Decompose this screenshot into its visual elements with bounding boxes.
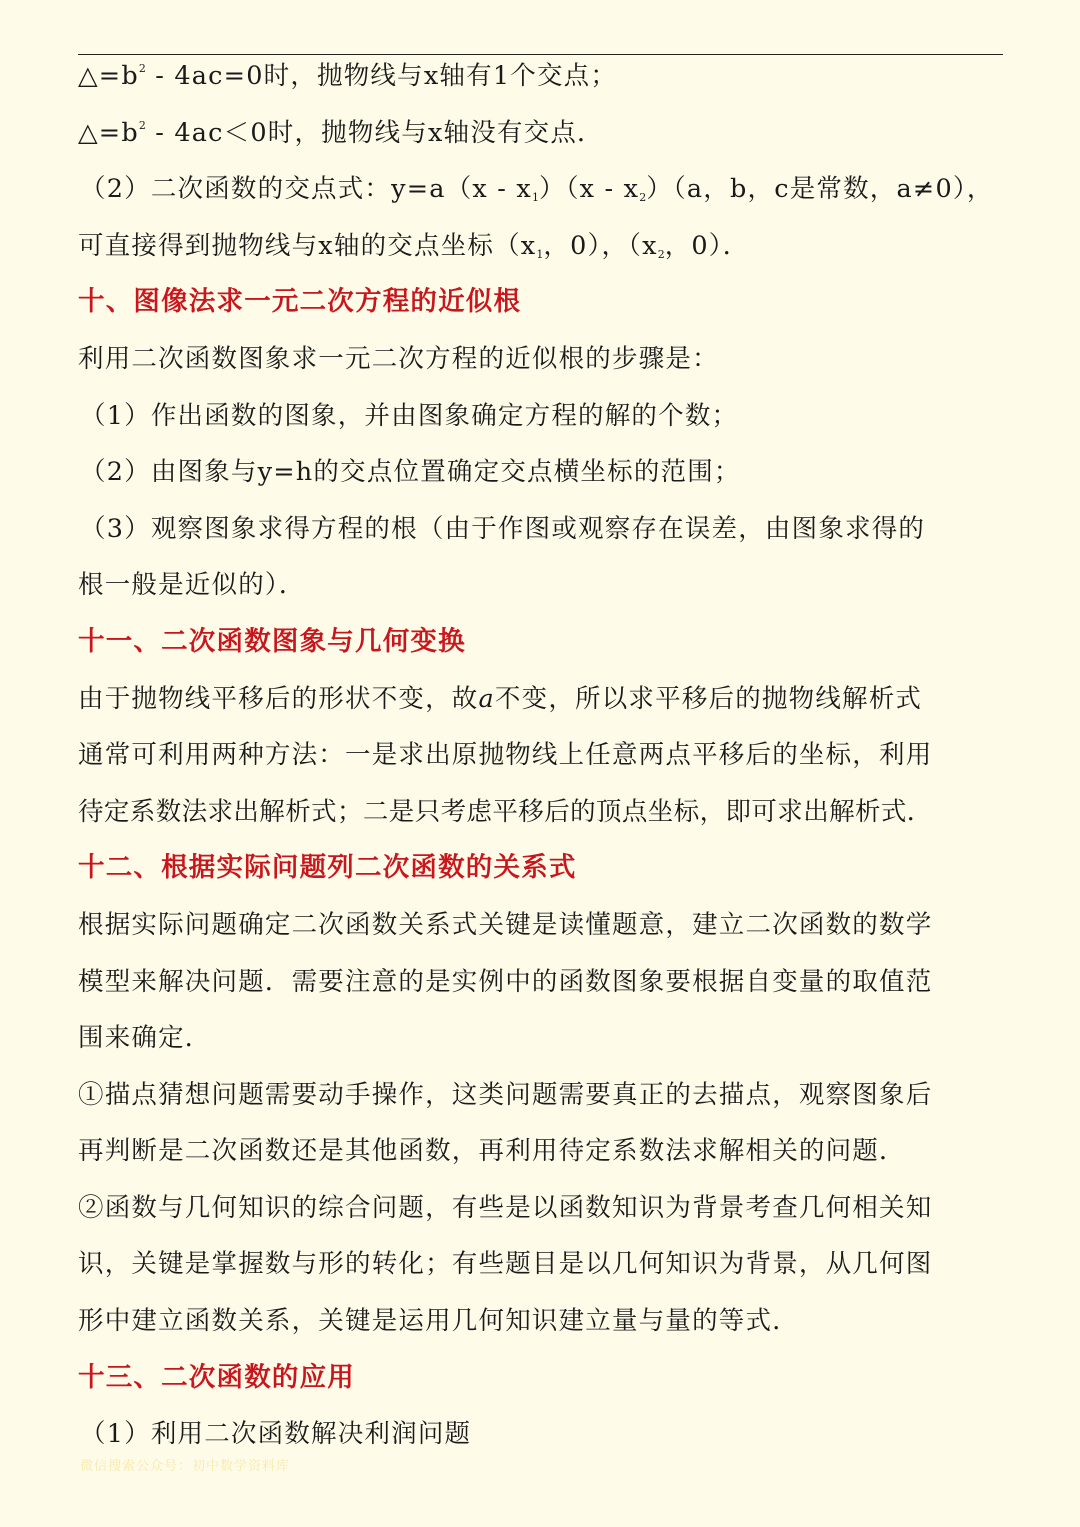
section-heading-12: 十二、根据实际问题列二次函数的关系式 xyxy=(78,852,577,884)
text-line-delta-zero: $\triangle=b^2 - 4ac=0$时，抛物线与x轴有1个交点； xyxy=(78,61,618,91)
text-line-intercept-coords: 可直接得到抛物线与x轴的交点坐标（$x_1$，0），（$x_2$，0）． xyxy=(78,230,750,261)
watermark: 微信搜索公众号：初中数学资料库 xyxy=(80,1459,291,1474)
text-line: 由于抛物线平移后的形状不变，故a不变，所以求平移后的抛物线解析式 xyxy=(78,683,923,714)
document-body xyxy=(78,48,1008,1463)
text-line: 识，关键是掌握数与形的转化；有些题目是以几何知识为背景，从几何图 xyxy=(78,1249,933,1280)
text-line: 待定系数法求出解析式；二是只考虑平移后的顶点坐标，即可求出解析式． xyxy=(78,796,933,827)
text-line: 形中建立函数关系，关键是运用几何知识建立量与量的等式． xyxy=(78,1306,799,1337)
text-line: 围来确定． xyxy=(78,1023,212,1054)
text-line: 根一般是近似的）． xyxy=(78,570,306,601)
text-line: 模型来解决问题．需要注意的是实例中的函数图象要根据自变量的取值范 xyxy=(78,966,933,997)
text-line: （2）由图象与y=h的交点位置确定交点横坐标的范围； xyxy=(80,457,741,488)
text-line: 根据实际问题确定二次函数关系式关键是读懂题意，建立二次函数的数学 xyxy=(78,909,933,940)
text-line: （1）作出函数的图象，并由图象确定方程的解的个数； xyxy=(80,400,739,431)
text-line: （1）利用二次函数解决利润问题 xyxy=(80,1419,472,1450)
section-heading-11: 十一、二次函数图象与几何变换 xyxy=(78,625,466,657)
section-heading-10: 十、图像法求一元二次方程的近似根 xyxy=(78,286,522,318)
text-line: （3）观察图象求得方程的根（由于作图或观察存在误差，由图象求得的 xyxy=(80,513,926,544)
text-line: ②函数与几何知识的综合问题，有些是以函数知识为背景考查几何相关知 xyxy=(78,1192,933,1223)
text-line-intercept-form: （2）二次函数的交点式：$y=a(x - x_1)(x - x_2)(a$，b，c是常数，a≠0）， xyxy=(80,174,994,205)
text-line: 利用二次函数图象求一元二次方程的近似根的步骤是： xyxy=(78,343,719,374)
text-line-delta-negative: $\triangle=b^2 - 4ac<0$时，抛物线与x轴没有交点． xyxy=(78,117,604,148)
text-line: 再判断是二次函数还是其他函数，再利用待定系数法求解相关的问题． xyxy=(78,1136,906,1167)
section-heading-13: 十三、二次函数的应用 xyxy=(78,1361,355,1393)
text-line: 通常可利用两种方法：一是求出原抛物线上任意两点平移后的坐标，利用 xyxy=(78,740,933,771)
text-line: ①描点猜想问题需要动手操作，这类问题需要真正的去描点，观察图象后 xyxy=(78,1079,933,1110)
